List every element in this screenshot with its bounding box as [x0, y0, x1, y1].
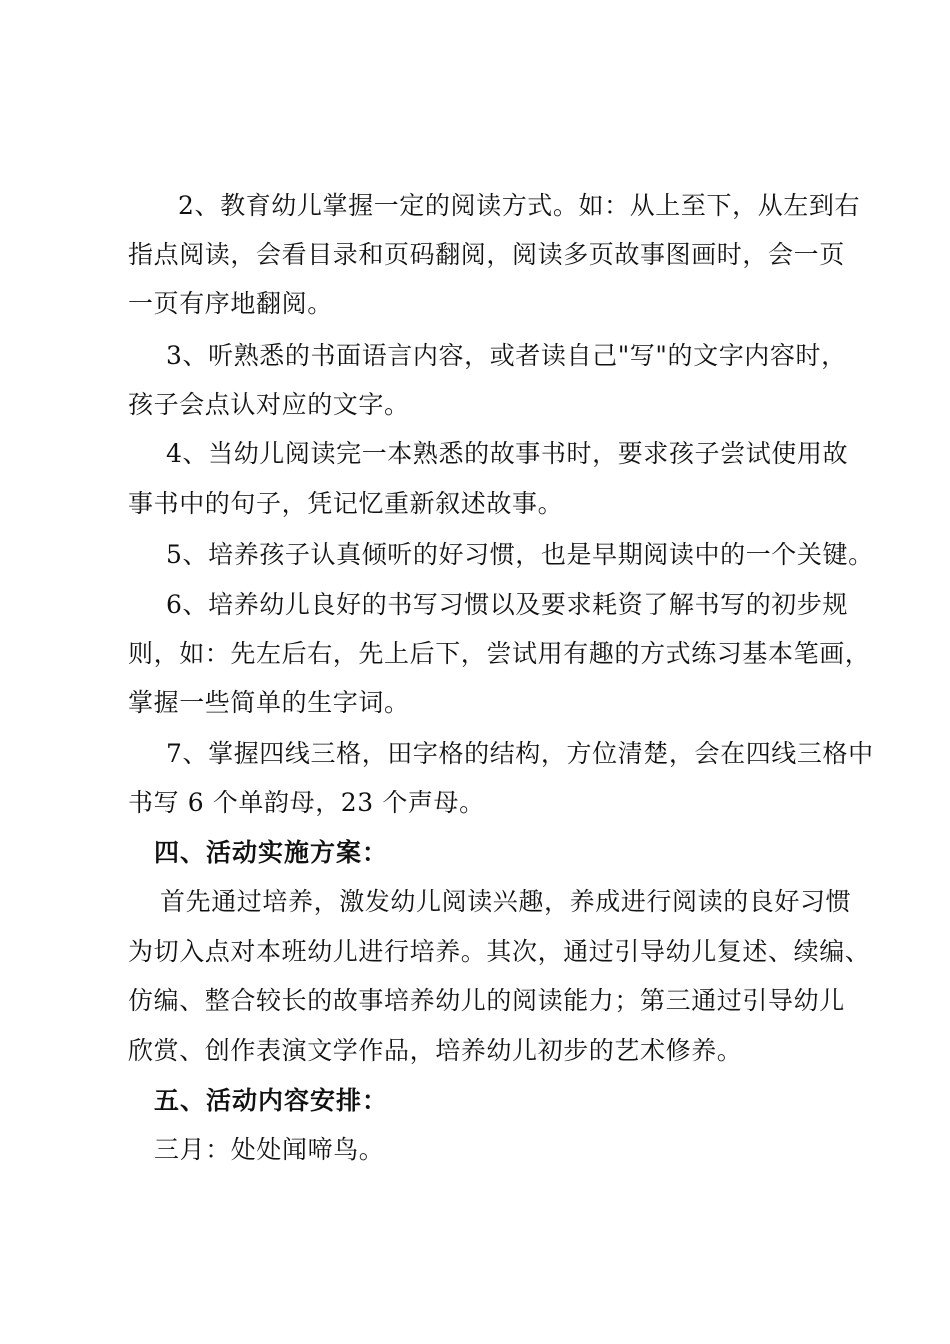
paragraph-line: 三月：处处闻啼鸟。 — [154, 1135, 385, 1164]
paragraph-line: 孩子会点认对应的文字。 — [128, 390, 410, 419]
paragraph-line: 5、培养孩子认真倾听的好习惯，也是早期阅读中的一个关键。 — [166, 540, 874, 569]
paragraph-line: 欣赏、创作表演文学作品，培养幼儿初步的艺术修养。 — [128, 1036, 743, 1065]
paragraph-line: 书写 6 个单韵母，23 个声母。 — [128, 788, 485, 817]
paragraph-line: 7、掌握四线三格，田字格的结构，方位清楚，会在四线三格中 — [166, 739, 874, 768]
section-heading: 四、活动实施方案： — [154, 838, 389, 867]
paragraph-line: 则，如：先左后右，先上后下，尝试用有趣的方式练习基本笔画， — [128, 639, 871, 668]
paragraph-line: 4、当幼儿阅读完一本熟悉的故事书时，要求孩子尝试使用故 — [166, 439, 849, 468]
paragraph-line: 一页有序地翻阅。 — [128, 289, 333, 318]
section-heading: 五、活动内容安排： — [154, 1086, 389, 1115]
paragraph-line: 掌握一些简单的生字词。 — [128, 688, 410, 717]
paragraph-line: 指点阅读，会看目录和页码翻阅，阅读多页故事图画时，会一页 — [128, 240, 845, 269]
paragraph-line: 3、听熟悉的书面语言内容，或者读自己"写"的文字内容时， — [166, 341, 847, 370]
paragraph-line: 6、培养幼儿良好的书写习惯以及要求耗资了解书写的初步规 — [166, 590, 849, 619]
paragraph-line: 2、教育幼儿掌握一定的阅读方式。如：从上至下，从左到右 — [178, 191, 861, 220]
paragraph-line: 首先通过培养，激发幼儿阅读兴趣，养成进行阅读的良好习惯 — [160, 887, 852, 916]
paragraph-line: 仿编、整合较长的故事培养幼儿的阅读能力；第三通过引导幼儿 — [128, 986, 845, 1015]
paragraph-line: 事书中的句子，凭记忆重新叙述故事。 — [128, 489, 564, 518]
paragraph-line: 为切入点对本班幼儿进行培养。其次，通过引导幼儿复述、续编、 — [128, 937, 871, 966]
